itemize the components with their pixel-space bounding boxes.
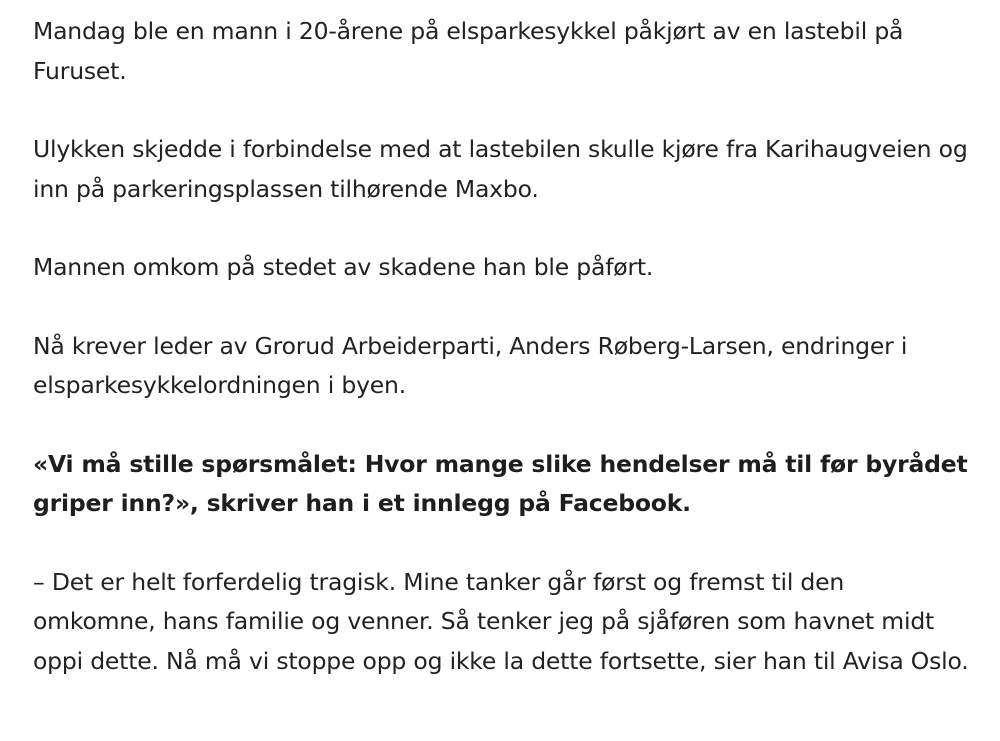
paragraph-statement: – Det er helt forferdelig tragisk. Mine tanker går først og fremst til den omkomne, hans familie og venner. Så tenker jeg på sjåføren som havnet midt oppi dette. Nå må vi stoppe opp og ikke la dette fortsette, sier han til Avisa Oslo.	[33, 567, 969, 675]
paragraph-accident: Mandag ble en mann i 20-årene på elsparkesykkel påkjørt av en lastebil på Furuset.	[33, 17, 904, 85]
paragraph-demand: Nå krever leder av Grorud Arbeiderparti, Anders Røberg-Larsen, endringer i elsparkesykkelordningen i byen.	[33, 331, 908, 399]
paragraph-quote: «Vi må stille spørsmålet: Hvor mange slike hendelser må til før byrådet griper inn?», skriver han i et innlegg på Facebook.	[33, 449, 968, 517]
paragraph-death: Mannen omkom på stedet av skadene han ble påført.	[33, 253, 654, 281]
paragraph-circumstances: Ulykken skjedde i forbindelse med at lastebilen skulle kjøre fra Karihaugveien og inn på parkeringsplassen tilhørende Maxbo.	[33, 135, 968, 203]
article-body	[33, 12, 973, 681]
